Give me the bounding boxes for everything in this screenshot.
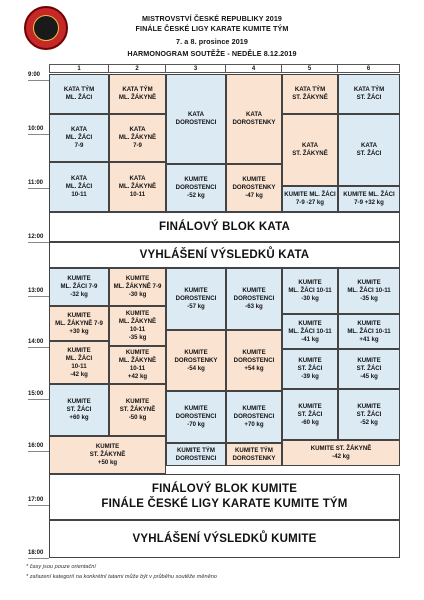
schedule-cell: KATA ML. ŽÁKYNĚ 10-11: [109, 162, 166, 212]
schedule-cell: KUMITE DOROSTENKY -47 kg: [226, 164, 282, 212]
schedule-cell: KUMITE DOROSTENCI +70 kg: [226, 391, 282, 443]
column-header-2: 2: [109, 64, 166, 73]
time-tick: [28, 80, 49, 81]
time-tick: [28, 134, 49, 135]
schedule-cell: KATA ST. ŽÁCI: [338, 114, 400, 186]
schedule-cell: KUMITE ML. ŽÁCI 10-11 -41 kg: [282, 314, 338, 349]
schedule-cell: KUMITE DOROSTENCI +54 kg: [226, 330, 282, 391]
schedule-cell: FINÁLOVÝ BLOK KATA: [49, 212, 400, 242]
schedule-cell: KATA DOROSTENKY: [226, 74, 282, 164]
time-tick: [28, 451, 49, 452]
schedule-cell: KUMITE ML. ŽÁKYNĚ 7-9 +30 kg: [49, 306, 109, 341]
time-label: 15:00: [28, 391, 44, 397]
schedule-cell: KUMITE ST. ŽÁCI -60 kg: [282, 389, 338, 440]
time-tick: [28, 505, 49, 506]
schedule-cell: KUMITE ST. ŽÁCI -52 kg: [338, 389, 400, 440]
schedule-grid: [49, 64, 411, 560]
time-label: 14:00: [28, 339, 44, 345]
time-label: 16:00: [28, 443, 44, 449]
time-label: 17:00: [28, 497, 44, 503]
time-label: 13:00: [28, 288, 44, 294]
column-header-3: 3: [166, 64, 226, 73]
time-tick: [28, 296, 49, 297]
schedule-cell: KUMITE ML. ŽÁCI 10-11 -42 kg: [49, 341, 109, 384]
time-label: 9:00: [28, 72, 41, 78]
schedule-cell: KUMITE ST. ŽÁCI -45 kg: [338, 349, 400, 389]
schedule-title: HARMONOGRAM SOUTĚŽE - NEDĚLE 8.12.2019: [127, 49, 297, 58]
schedule-cell: KATA ML. ŽÁCI 7-9: [49, 114, 109, 162]
time-tick: [28, 188, 49, 189]
column-header-1: 1: [49, 64, 109, 73]
schedule-cell: KUMITE DOROSTENKY -54 kg: [166, 330, 226, 391]
schedule-cell: KATA TÝM ML. ŽÁCI: [49, 74, 109, 114]
time-tick: [28, 347, 49, 348]
time-label: 10:00: [28, 126, 44, 132]
schedule-cell: KUMITE DOROSTENCI -70 kg: [166, 391, 226, 443]
schedule-cell: KUMITE TÝM DOROSTENCI: [166, 443, 226, 466]
schedule-cell: KUMITE ST. ŽÁKYNĚ +50 kg: [49, 436, 166, 474]
schedule-cell: KUMITE ST. ŽÁCI +60 kg: [49, 384, 109, 436]
schedule-cell: KUMITE ML. ŽÁCI 7-9 -32 kg: [49, 268, 109, 306]
title-line-2: FINÁLE ČESKÉ LIGY KARATE KUMITE TÝM: [135, 24, 289, 33]
column-header-4: 4: [226, 64, 282, 73]
schedule-cell: KUMITE ML. ŽÁCI 10-11 -35 kg: [338, 268, 400, 314]
schedule-cell: VYHLÁŠENÍ VÝSLEDKŮ KATA: [49, 242, 400, 268]
schedule-cell: KUMITE ML. ŽÁKYNĚ 7-9 -30 kg: [109, 268, 166, 306]
footnote: * zařazení kategorií na konkrétní tatami může být v průběhu soutěže měněno: [26, 574, 217, 580]
time-tick: [28, 399, 49, 400]
time-label: 12:00: [28, 234, 44, 240]
schedule-cell: KATA TÝM ST. ŽÁCI: [338, 74, 400, 114]
schedule-cell: KATA TÝM ST. ŽÁKYNĚ: [282, 74, 338, 114]
title-line-1: MISTROVSTVÍ ČESKÉ REPUBLIKY 2019: [141, 14, 283, 23]
column-header-5: 5: [282, 64, 338, 73]
schedule-cell: KUMITE DOROSTENCI -57 kg: [166, 268, 226, 330]
time-label: 11:00: [28, 180, 44, 186]
schedule-cell: KATA ML. ŽÁCI 10-11: [49, 162, 109, 212]
schedule-cell: KUMITE ML. ŽÁCI 10-11 +41 kg: [338, 314, 400, 349]
time-label: 18:00: [28, 550, 44, 556]
schedule-cell: KUMITE ST. ŽÁKYNĚ -42 kg: [282, 440, 400, 466]
schedule-cell: KUMITE ML. ŽÁCI 7-9 +32 kg: [338, 186, 400, 212]
time-tick: [28, 558, 49, 559]
schedule-cell: KATA ML. ŽÁKYNĚ 7-9: [109, 114, 166, 162]
schedule-cell: KUMITE ST. ŽÁKYNĚ -50 kg: [109, 384, 166, 436]
schedule-cell: KATA DOROSTENCI: [166, 74, 226, 164]
schedule-cell: FINÁLOVÝ BLOK KUMITE FINÁLE ČESKÉ LIGY KARATE KUMITE TÝM: [49, 474, 400, 520]
schedule-cell: KUMITE DOROSTENCI -52 kg: [166, 164, 226, 212]
schedule-cell: KUMITE ML. ŽÁKYNĚ 10-11 +42 kg: [109, 346, 166, 384]
footnote: * časy jsou pouze orientační: [26, 564, 96, 570]
schedule-cell: VYHLÁŠENÍ VÝSLEDKŮ KUMITE: [49, 520, 400, 558]
schedule-cell: KUMITE ML. ŽÁKYNĚ 10-11 -35 kg: [109, 306, 166, 346]
schedule-cell: KUMITE ML. ŽÁCI 10-11 -30 kg: [282, 268, 338, 314]
column-header-6: 6: [338, 64, 400, 73]
schedule-cell: KUMITE DOROSTENCI -63 kg: [226, 268, 282, 330]
schedule-cell: KUMITE ST. ŽÁCI -39 kg: [282, 349, 338, 389]
schedule-cell: KUMITE TÝM DOROSTENKY: [226, 443, 282, 466]
time-tick: [28, 242, 49, 243]
schedule-cell: KATA ST. ŽÁKYNĚ: [282, 114, 338, 186]
schedule-cell: KUMITE ML. ŽÁCI 7-9 -27 kg: [282, 186, 338, 212]
date-line: 7. a 8. prosince 2019: [175, 37, 249, 46]
schedule-cell: KATA TÝM ML. ŽÁKYNĚ: [109, 74, 166, 114]
